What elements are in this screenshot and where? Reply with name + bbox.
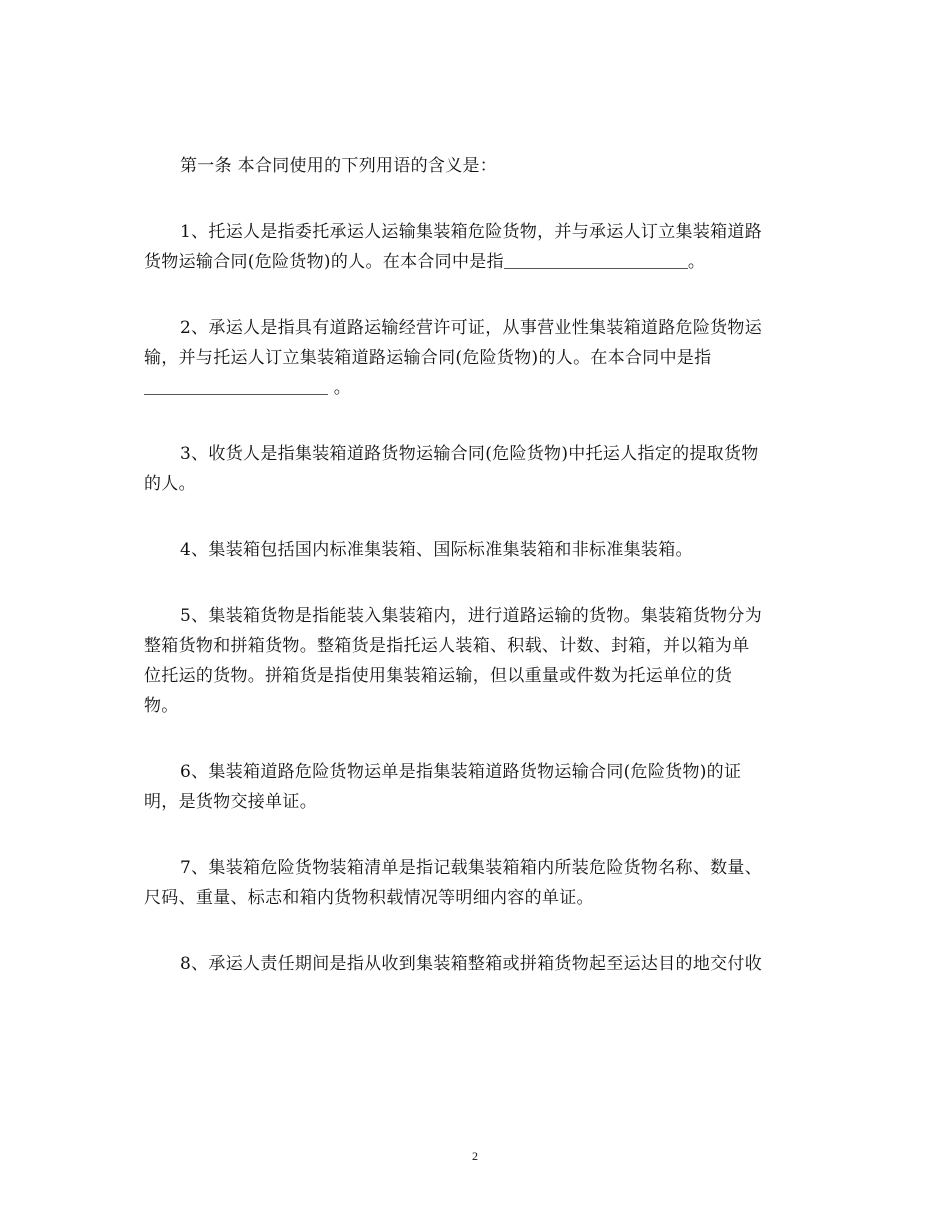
paragraph-line: 第一条 本合同使用的下列用语的含义是： <box>180 156 498 176</box>
paragraph-liability-period-definition <box>144 949 810 979</box>
paragraph-suffix: 。 <box>328 378 352 398</box>
paragraph-carrier-definition <box>144 313 810 403</box>
paragraph-consignee-definition <box>144 439 810 499</box>
paragraph-line: 7、集装箱危险货物装箱清单是指记载集装箱箱内所装危险货物名称、数量、 <box>180 858 763 878</box>
paragraph-container-definition <box>144 535 810 565</box>
paragraph-line: 6、集装箱道路危险货物运单是指集装箱道路货物运输合同(危险货物)的证 <box>180 762 742 782</box>
paragraph-line: 尺码、重量、标志和箱内货物积载情况等明细内容的单证。 <box>144 888 594 908</box>
paragraph-line: 2、承运人是指具有道路运输经营许可证，从事营业性集装箱道路危险货物运 <box>180 318 763 338</box>
paragraph-line: 明，是货物交接单证。 <box>144 792 317 812</box>
paragraph-line-with-blank <box>144 247 810 277</box>
paragraph-line: 的人。 <box>144 474 196 494</box>
paragraph-line: 物。 <box>144 696 179 716</box>
paragraph-line: 1、托运人是指委托承运人运输集装箱危险货物，并与承运人订立集装箱道路 <box>180 222 763 242</box>
paragraph-article-1 <box>144 151 810 181</box>
paragraph-line: 整箱货物和拼箱货物。整箱货是指托运人装箱、积载、计数、封箱，并以箱为单 <box>144 636 750 656</box>
paragraph-waybill-definition <box>144 757 810 817</box>
page-number: 2 <box>472 1149 478 1163</box>
paragraph-line: 输，并与托运人订立集装箱道路运输合同(危险货物)的人。在本合同中是指 <box>144 348 712 368</box>
paragraph-shipper-definition <box>144 217 810 277</box>
paragraph-line: 3、收货人是指集装箱道路货物运输合同(危险货物)中托运人指定的提取货物 <box>180 444 759 464</box>
paragraph-line: 4、集装箱包括国内标准集装箱、国际标准集装箱和非标准集装箱。 <box>180 540 693 560</box>
paragraph-text: 货物运输合同(危险货物)的人。在本合同中是指 <box>144 252 504 272</box>
paragraph-line: 8、承运人责任期间是指从收到集装箱整箱或拼箱货物起至运达目的地交付收 <box>180 954 763 974</box>
paragraph-line-with-blank <box>144 373 810 403</box>
fill-in-blank-carrier[interactable] <box>144 376 328 395</box>
paragraph-line: 5、集装箱货物是指能装入集装箱内，进行道路运输的货物。集装箱货物分为 <box>180 606 763 626</box>
paragraph-container-goods-definition <box>144 601 810 721</box>
fill-in-blank-shipper[interactable] <box>504 250 688 269</box>
paragraph-packing-list-definition <box>144 853 810 913</box>
paragraph-line: 位托运的货物。拼箱货是指使用集装箱运输，但以重量或件数为托运单位的货 <box>144 666 733 686</box>
document-body <box>144 151 810 1015</box>
paragraph-suffix: 。 <box>687 252 706 272</box>
